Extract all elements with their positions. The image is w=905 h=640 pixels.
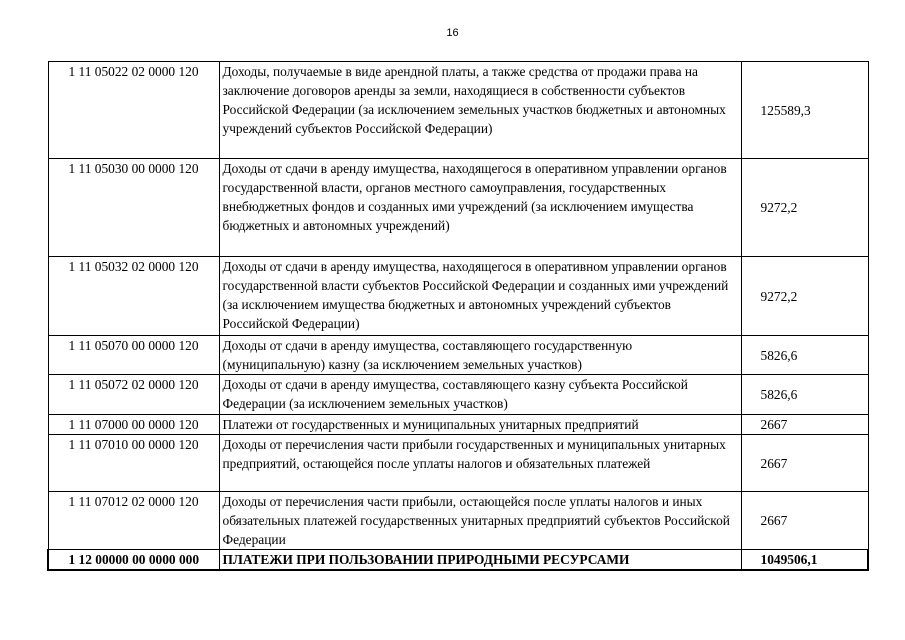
revenue-amount: 9272,2 — [741, 159, 868, 257]
revenue-code: 1 11 07000 00 0000 120 — [48, 415, 219, 435]
revenue-code: 1 11 05072 02 0000 120 — [48, 375, 219, 415]
revenue-amount: 9272,2 — [741, 257, 868, 336]
revenue-table — [47, 61, 869, 571]
table-row-total — [48, 550, 868, 571]
table-row — [48, 375, 868, 415]
revenue-description: Доходы от перечисления части прибыли государственных и муниципальных унитарных предприятий, остающейся после уплаты налогов и обязательных платежей — [219, 435, 741, 492]
revenue-description: Доходы от сдачи в аренду имущества, находящегося в оперативном управлении органов государственной власти субъектов Российской Федерации и созданных ими учреждений (за исключением имущества бюджетных и автономных учреждений субъектов Российской Федерации) — [219, 257, 741, 336]
table-row — [48, 415, 868, 435]
revenue-amount: 2667 — [741, 492, 868, 550]
revenue-code: 1 11 07010 00 0000 120 — [48, 435, 219, 492]
table-row — [48, 492, 868, 550]
table-row — [48, 435, 868, 492]
table-row — [48, 257, 868, 336]
revenue-amount: 5826,6 — [741, 375, 868, 415]
revenue-amount: 125589,3 — [741, 62, 868, 159]
revenue-amount: 5826,6 — [741, 336, 868, 375]
revenue-code: 1 11 05030 00 0000 120 — [48, 159, 219, 257]
table-row — [48, 336, 868, 375]
revenue-code: 1 11 05032 02 0000 120 — [48, 257, 219, 336]
revenue-code: 1 12 00000 00 0000 000 — [48, 550, 219, 571]
revenue-code: 1 11 07012 02 0000 120 — [48, 492, 219, 550]
revenue-description: Доходы, получаемые в виде арендной платы, а также средства от продажи права на заключение договоров аренды за земли, находящиеся в собственности субъектов Российской Федерации (за исключением земельных участков бюджетных и автономных учреждений субъектов Российской Федерации) — [219, 62, 741, 159]
revenue-code: 1 11 05022 02 0000 120 — [48, 62, 219, 159]
revenue-amount: 2667 — [741, 415, 868, 435]
revenue-description: Платежи от государственных и муниципальных унитарных предприятий — [219, 415, 741, 435]
table-row — [48, 62, 868, 159]
revenue-description: Доходы от перечисления части прибыли, остающейся после уплаты налогов и иных обязательных платежей государственных унитарных предприятий субъектов Российской Федерации — [219, 492, 741, 550]
revenue-description: Доходы от сдачи в аренду имущества, составляющего государственную (муниципальную) казну (за исключением земельных участков) — [219, 336, 741, 375]
revenue-description: ПЛАТЕЖИ ПРИ ПОЛЬЗОВАНИИ ПРИРОДНЫМИ РЕСУРСАМИ — [219, 550, 741, 571]
revenue-amount: 2667 — [741, 435, 868, 492]
page-number: 16 — [446, 27, 459, 39]
revenue-code: 1 11 05070 00 0000 120 — [48, 336, 219, 375]
table-row — [48, 159, 868, 257]
revenue-description: Доходы от сдачи в аренду имущества, находящегося в оперативном управлении органов государственной власти, органов местного самоуправления, государственных внебюджетных фондов и созданных ими учреждений (за исключением имущества бюджетных и автономных учреждений) — [219, 159, 741, 257]
revenue-amount: 1049506,1 — [741, 550, 868, 571]
revenue-description: Доходы от сдачи в аренду имущества, составляющего казну субъекта Российской Федерации (за исключением земельных участков) — [219, 375, 741, 415]
